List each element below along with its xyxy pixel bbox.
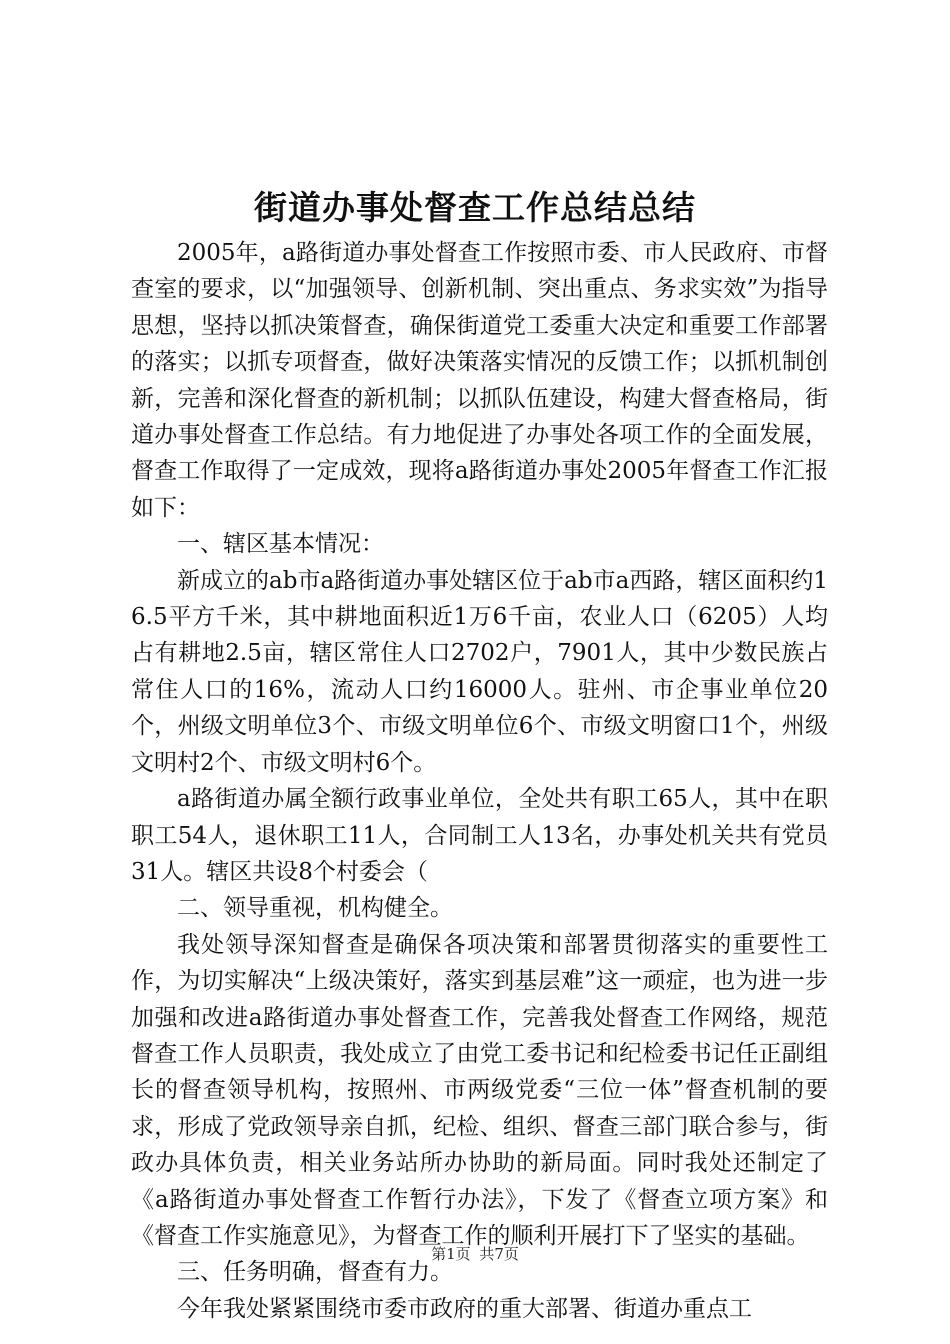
paragraph-staffing: a路街道办属全额行政事业单位，全处共有职工65人，其中在职职工54人，退休职工11人，合同制工人13名，办事处机关共有党员31人。辖区共设8个村委会（: [131, 786, 828, 885]
page-total: 共7页: [479, 1245, 519, 1263]
document-body: [131, 235, 828, 1327]
page-number: 第1页: [431, 1245, 471, 1263]
paragraph-intro: 2005年，a路街道办事处督查工作按照市委、市人民政府、市督查室的要求，以“加强领导、创新机制、突出重点、务求实效”为指导思想，坚持以抓决策督查，确保街道党工委重大决定和重要工作部署的落实；以抓专项督查，做好决策落实情况的反馈工作；以抓机制创新，完善和深化督查的新机制；以抓队伍建设，构建大督查格局，街道办事处督查工作总结。有力地促进了办事处各项工作的全面发展，督查工作取得了一定成效，现将a路街道办事处2005年督查工作汇报如下：: [131, 240, 828, 521]
paragraph-tasks: 今年我处紧紧围绕市委市政府的重大部署、街道办重点工: [177, 1295, 752, 1322]
section-heading-1: 一、辖区基本情况：: [177, 531, 384, 558]
section-heading-2: 二、领导重视，机构健全。: [177, 895, 453, 922]
paragraph-district-overview: 新成立的ab市a路街道办事处辖区位于ab市a西路，辖区面积约16.5平方千米，其中耕地面积近1万6千亩，农业人口（6205）人均占有耕地2.5亩，辖区常住人口2702户，7901人，其中少数民族占常住人口的16%，流动人口约16000人。驻州、市企事业单位20个，州级文明单位3个、市级文明单位6个、市级文明窗口1个，州级文明村2个、市级文明村6个。: [131, 567, 828, 776]
page-footer: [0, 1244, 950, 1264]
document-title: 街道办事处督查工作总结总结: [254, 188, 696, 227]
section-heading-3: 三、任务明确，督查有力。: [177, 1259, 453, 1286]
paragraph-leadership: 我处领导深知督查是确保各项决策和部署贯彻落实的重要性工作，为切实解决“上级决策好，落实到基层难”这一顽症，也为进一步加强和改进a路街道办事处督查工作，完善我处督查工作网络，规范督查工作人员职责，我处成立了由党工委书记和纪检委书记任正副组长的督查领导机构，按照州、市两级党委“三位一体”督查机制的要求，形成了党政领导亲自抓，纪检、组织、督查三部门联合参与，街政办具体负责，相关业务站所办协助的新局面。同时我处还制定了《a路街道办事处督查工作暂行办法》，下发了《督查立项方案》和《督查工作实施意见》，为督查工作的顺利开展打下了坚实的基础。: [131, 931, 828, 1249]
